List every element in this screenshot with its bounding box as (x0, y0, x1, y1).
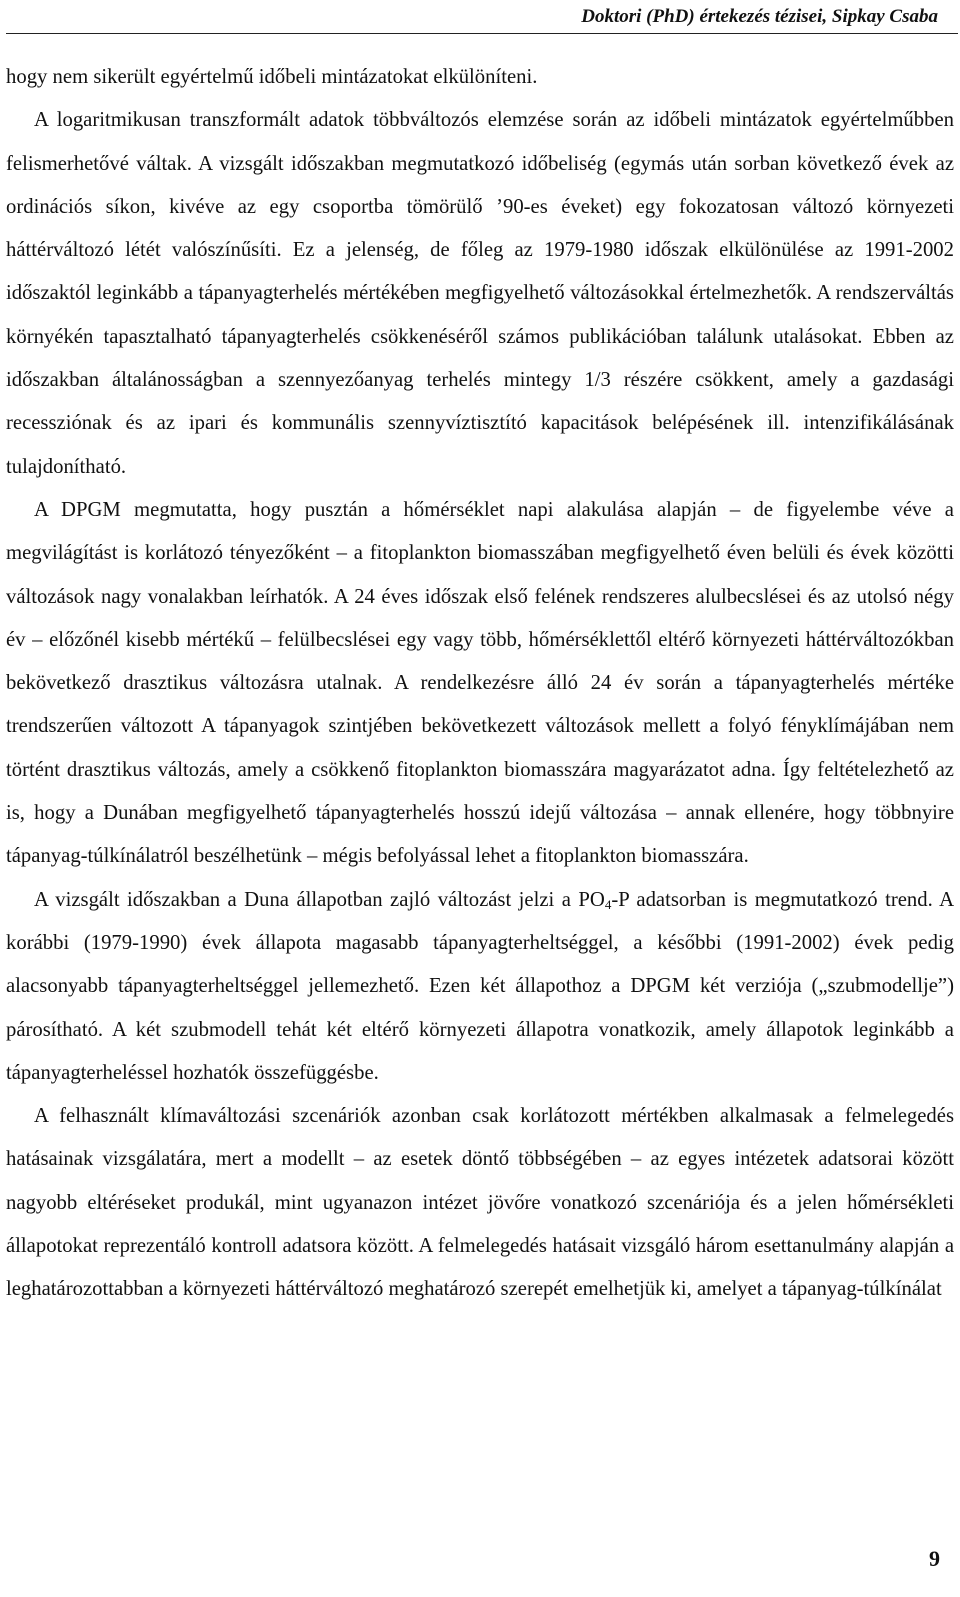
body-text (6, 56, 954, 1312)
paragraph-2: A logaritmikusan transzformált adatok többváltozós elemzése során az időbeli mintázatok egyértelműbben felismerhetővé váltak. A vizsgált időszakban megmutatkozó időbeliség (egymás után sorban következő évek az ordinációs síkon, kivéve az egy csoportba tömörülő ’90-es éveket) egy fokozatosan változó környezeti háttérváltozó létét valószínűsíti. Ez a jelenség, de főleg az 1979-1980 időszak elkülönülése az 1991-2002 időszaktól leginkább a tápanyagterhelés mértékében megfigyelhető változásokkal értelmezhetők. A rendszerváltás környékén tapasztalható tápanyagterhelés csökkenéséről számos publikációban találunk utalásokat. Ebben az időszakban általánosságban a szennyezőanyag terhelés mintegy 1/3 részére csökkent, amely a gazdasági recessziónak és az ipari és kommunális szennyvíztisztító kapacitások belépésének ill. intenzifikálásának tulajdonítható. (6, 109, 954, 478)
paragraph-3: A DPGM megmutatta, hogy pusztán a hőmérséklet napi alakulása alapján – de figyelembe véve a megvilágítást is korlátozó tényezőként – a fitoplankton biomasszában megfigyelhető éven belüli és évek közötti változások nagy vonalakban leírhatók. A 24 éves időszak első felének rendszeres alulbecslései és az utolsó négy év – előzőnél kisebb mértékű – felülbecslései egy vagy több, hőmérséklettől eltérő környezeti háttérváltozókban bekövetkező drasztikus változásra utalnak. A rendelkezésre álló 24 év során a tápanyagterhelés mértéke trendszerűen változott A tápanyagok szintjében bekövetkezett változások mellett a folyó fényklímájában nem történt drasztikus változás, amely a csökkenő fitoplankton biomasszára magyarázatot adna. Így feltételezhető az is, hogy a Dunában megfigyelhető tápanyagterhelés hosszú idejű változása – annak ellenére, hogy többnyire tápanyag-túlkínálatról beszélhetünk – mégis befolyással lehet a fitoplankton biomasszára. (6, 498, 954, 868)
header-rule (6, 33, 958, 34)
subscript: 4 (604, 896, 612, 912)
paragraph-4 (6, 879, 954, 1095)
paragraph-4-part-1: A vizsgált időszakban a Duna állapotban zajló változást jelzi a PO (34, 888, 605, 911)
paragraph-4-part-2: -P adatsorban is megmutatkozó trend. A korábbi (1979-1990) évek állapota magasabb tápanyagterheltséggel, a későbbi (1991-2002) évek pedig alacsonyabb tápanyagterheltséggel jellemezhető. Ezen két állapothoz a DPGM két verziója („szubmodellje”) párosítható. A két szubmodell tehát két eltérő környezeti állapotra vonatkozik, amely állapotok leginkább a tápanyagterheléssel hozhatók összefüggésbe. (6, 888, 955, 1084)
running-header: Doktori (PhD) értekezés tézisei, Sipkay Csaba (581, 6, 938, 27)
paragraph-1: hogy nem sikerült egyértelmű időbeli mintázatokat elkülöníteni. (6, 66, 538, 88)
paragraph-5: A felhasznált klímaváltozási szcenáriók azonban csak korlátozott mértékben alkalmasak a felmelegedés hatásainak vizsgálatára, mert a modellt – az esetek döntő többségében – az egyes intézetek adatsorai között nagyobb eltéréseket produkál, mint ugyanazon intézet jövőre vonatkozó szcenáriója és a jelen hőmérsékleti állapotokat reprezentáló kontroll adatsora között. A felmelegedés hatásait vizsgáló három esettanulmány alapján a leghatározottabban a környezeti háttérváltozó meghatározó szerepét emelhetjük ki, amelyet a tápanyag-túlkínálat (6, 1105, 954, 1301)
page-number: 9 (929, 1546, 940, 1571)
